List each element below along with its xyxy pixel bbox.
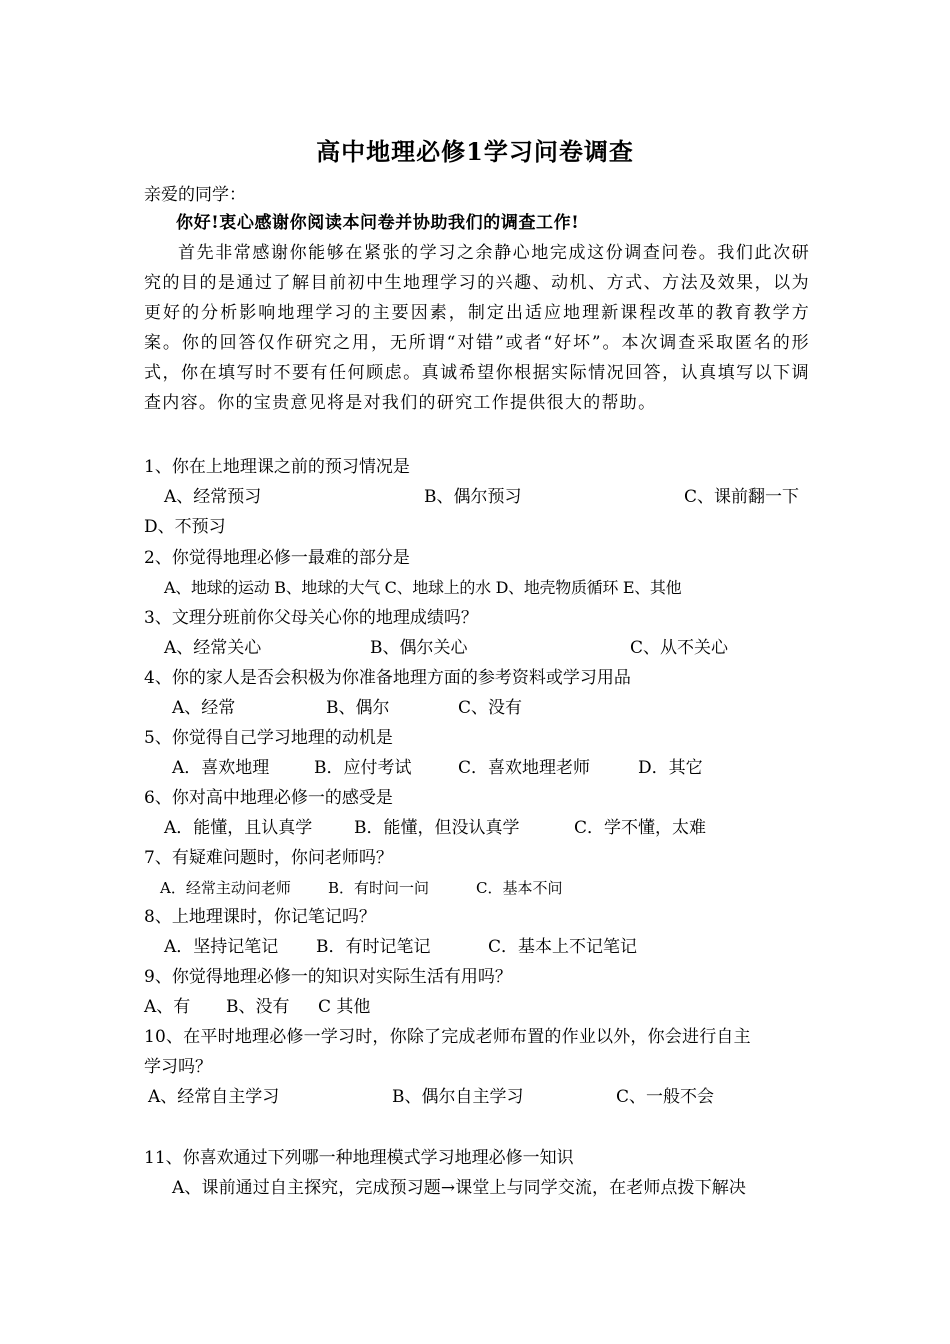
question-8: 8、上地理课时，你记笔记吗？ bbox=[144, 907, 376, 927]
intro-paragraph: 首先非常感谢你能够在紧张的学习之余静心地完成这份调查问卷。我们此次研究的目的是通过了解目前初中生地理学习的兴趣、动机、方式、方法及效果，以为更好的分析影响地理学习的主要因素，制定出适应地理新课程改革的教育教学方案。你的回答仅作研究之用，无所谓“对错”或者“好坏”。本次调查采取匿名的形式，你在填写时不要有任何顾虑。真诚希望你根据实际情况回答，认真填写以下调查内容。你的宝贵意见将是对我们的研究工作提供很大的帮助。 bbox=[144, 243, 810, 413]
question-11: 11、你喜欢通过下列哪一种地理模式学习地理必修一知识 bbox=[144, 1148, 574, 1168]
q5-option-a: A．喜欢地理 bbox=[172, 758, 270, 778]
q6-option-a: A．能懂，且认真学 bbox=[164, 818, 313, 838]
hello-line: 你好!衷心感谢你阅读本问卷并协助我们的调查工作! bbox=[176, 213, 580, 233]
q10-option-c: C、一般不会 bbox=[616, 1087, 715, 1107]
q5-option-c: C．喜欢地理老师 bbox=[458, 758, 591, 778]
question-2: 2、你觉得地理必修一最难的部分是 bbox=[144, 548, 410, 568]
q9-option-c: C 其他 bbox=[318, 997, 371, 1017]
q1-option-b: B、偶尔预习 bbox=[424, 487, 522, 507]
question-1: 1、你在上地理课之前的预习情况是 bbox=[144, 457, 410, 477]
q4-option-a: A、经常 bbox=[172, 698, 236, 718]
q3-option-a: A、经常关心 bbox=[164, 638, 262, 658]
q11-option-a: A、课前通过自主探究，完成预习题→课堂上与同学交流，在老师点拨下解决 bbox=[172, 1178, 746, 1198]
q5-option-d: D．其它 bbox=[638, 758, 703, 778]
question-10-continued: 学习吗？ bbox=[144, 1057, 212, 1077]
question-9: 9、你觉得地理必修一的知识对实际生活有用吗？ bbox=[144, 967, 512, 987]
q7-option-a: A．经常主动问老师 bbox=[160, 879, 291, 897]
q4-option-b: B、偶尔 bbox=[326, 698, 390, 718]
q8-option-c: C．基本上不记笔记 bbox=[488, 937, 638, 957]
question-5: 5、你觉得自己学习地理的动机是 bbox=[144, 728, 393, 748]
q7-option-c: C．基本不问 bbox=[476, 879, 563, 897]
q1-option-c: C、课前翻一下 bbox=[684, 487, 800, 507]
q9-option-b: B、没有 bbox=[226, 997, 290, 1017]
q3-option-b: B、偶尔关心 bbox=[370, 638, 468, 658]
q6-option-c: C．学不懂，太难 bbox=[574, 818, 707, 838]
q10-option-b: B、偶尔自主学习 bbox=[392, 1087, 524, 1107]
q7-option-b: B．有时问一问 bbox=[328, 879, 430, 897]
page-title: 高中地理必修1学习问卷调查 bbox=[316, 137, 634, 166]
q5-option-b: B．应付考试 bbox=[314, 758, 412, 778]
greeting: 亲爱的同学： bbox=[144, 185, 246, 205]
question-10: 10、在平时地理必修一学习时，你除了完成老师布置的作业以外，你会进行自主 bbox=[144, 1027, 751, 1047]
q8-option-b: B．有时记笔记 bbox=[316, 937, 431, 957]
question-3: 3、文理分班前你父母关心你的地理成绩吗？ bbox=[144, 608, 478, 628]
q8-option-a: A．坚持记笔记 bbox=[164, 937, 279, 957]
q10-option-a: A、经常自主学习 bbox=[148, 1087, 280, 1107]
q3-option-c: C、从不关心 bbox=[630, 638, 729, 658]
q6-option-b: B．能懂，但没认真学 bbox=[354, 818, 520, 838]
q1-option-d: D、不预习 bbox=[144, 517, 226, 537]
q4-option-c: C、没有 bbox=[458, 698, 523, 718]
q9-option-a: A、有 bbox=[144, 997, 191, 1017]
q2-options: A、地球的运动 B、地球的大气 C、地球上的水 D、地壳物质循环 E、其他 bbox=[164, 578, 682, 597]
question-6: 6、你对高中地理必修一的感受是 bbox=[144, 788, 393, 808]
q1-option-a: A、经常预习 bbox=[164, 487, 262, 507]
question-4: 4、你的家人是否会积极为你准备地理方面的参考资料或学习用品 bbox=[144, 668, 631, 688]
question-7: 7、有疑难问题时，你问老师吗？ bbox=[144, 848, 393, 868]
